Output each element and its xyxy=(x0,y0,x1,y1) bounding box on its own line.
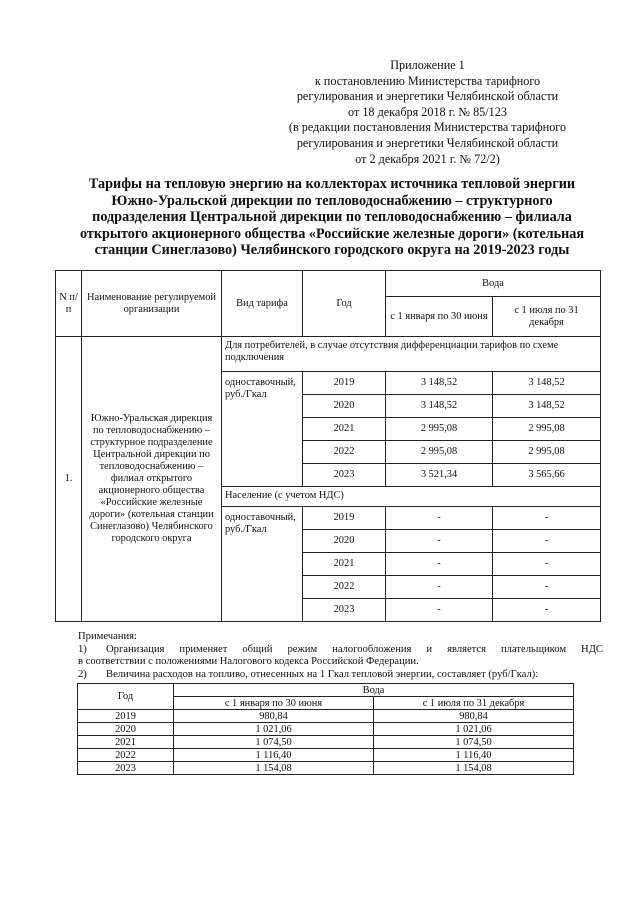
fuel-value-cell: 1 154,08 xyxy=(174,762,374,775)
fuel-header-period-2: с 1 июля по 31 декабря xyxy=(374,697,574,710)
appendix-line: (в редакции постановления Министерства тарифного xyxy=(288,120,567,135)
note-1-number: 1) xyxy=(78,643,87,655)
appendix-line: к постановлению Министерства тарифного xyxy=(314,73,541,88)
appendix-line: Приложение 1 xyxy=(390,58,465,72)
appendix-line: от 2 декабря 2021 г. № 72/2) xyxy=(355,151,500,166)
title-line: открытого акционерного общества «Российские железные дороги» (котельная xyxy=(79,225,585,242)
appendix-line: от 18 декабря 2018 г. № 85/123 xyxy=(348,104,507,119)
fuel-value-cell: 1 116,40 xyxy=(174,749,374,762)
notes-section xyxy=(78,631,603,681)
table-row xyxy=(78,749,574,762)
value-cell: - xyxy=(493,553,601,576)
value-cell: - xyxy=(386,576,493,599)
organization-name: Южно-Уральская дирекция по тепловодоснабжению – структурное подразделение Центральной дирекции по тепловодоснабжению – филиал открытого акционерного общества «Российские железные дороги» (котельная станции Синеглазово) Челябинского городского округа xyxy=(82,337,222,622)
header-period-2: с 1 июля по 31 декабря xyxy=(493,297,601,337)
row-number: 1. xyxy=(56,337,82,622)
fuel-year-cell: 2020 xyxy=(78,723,174,736)
document-title xyxy=(62,176,602,259)
year-cell: 2022 xyxy=(303,576,386,599)
title-line: Тарифы на тепловую энергию на коллекторах источника тепловой энергии xyxy=(88,176,576,192)
header-organization: Наименование регулируемой организации xyxy=(82,271,222,337)
tariff-type-cell: одноставочный, руб./Гкал xyxy=(222,372,303,487)
note-2-number: 2) xyxy=(78,668,87,680)
tariff-type-cell: одноставочный, руб./Гкал xyxy=(222,507,303,622)
value-cell: - xyxy=(386,553,493,576)
fuel-header-year: Год xyxy=(78,684,174,710)
fuel-value-cell: 1 116,40 xyxy=(374,749,574,762)
fuel-value-cell: 1 074,50 xyxy=(374,736,574,749)
fuel-cost-table xyxy=(77,683,574,775)
value-cell: - xyxy=(493,576,601,599)
title-line: подразделения Центральной дирекции по тепловодоснабжению – филиала xyxy=(92,209,572,226)
header-period-1: с 1 января по 30 июня xyxy=(386,297,493,337)
note-1-line-1: Организация применяет общий режим налогообложения и является плательщиком НДС xyxy=(106,643,603,655)
table-row xyxy=(78,710,574,723)
appendix-line: регулирования и энергетики Челябинской области xyxy=(296,89,559,104)
appendix-line: регулирования и энергетики Челябинской области xyxy=(296,135,559,150)
header-water: Вода xyxy=(386,271,601,297)
year-cell: 2021 xyxy=(303,553,386,576)
note-1 xyxy=(78,644,603,657)
year-cell: 2019 xyxy=(303,507,386,530)
year-cell: 2023 xyxy=(303,464,386,487)
fuel-value-cell: 1 074,50 xyxy=(174,736,374,749)
title-line: станции Синеглазово) Челябинского городского округа на 2019-2023 годы xyxy=(94,242,570,259)
table-row xyxy=(78,736,574,749)
appendix-header xyxy=(250,58,605,167)
year-cell: 2019 xyxy=(303,372,386,395)
table-row xyxy=(78,723,574,736)
note-2-text: Величина расходов на топливо, отнесенных на 1 Гкал тепловой энергии, составляет (руб/Гкал): xyxy=(106,668,539,680)
value-cell: - xyxy=(386,599,493,622)
note-2 xyxy=(78,669,603,682)
year-cell: 2023 xyxy=(303,599,386,622)
value-cell: 3 148,52 xyxy=(493,395,601,418)
fuel-year-cell: 2019 xyxy=(78,710,174,723)
fuel-value-cell: 980,84 xyxy=(374,710,574,723)
fuel-year-cell: 2022 xyxy=(78,749,174,762)
fuel-header-period-1: с 1 января по 30 июня xyxy=(174,697,374,710)
notes-heading: Примечания: xyxy=(78,631,137,642)
value-cell: 3 148,52 xyxy=(493,372,601,395)
title-line: Южно-Уральской дирекции по тепловодоснабжению – структурного xyxy=(111,192,553,209)
value-cell: - xyxy=(386,507,493,530)
value-cell: - xyxy=(386,530,493,553)
fuel-header-water: Вода xyxy=(174,684,574,697)
value-cell: 2 995,08 xyxy=(493,441,601,464)
fuel-value-cell: 1 021,06 xyxy=(374,723,574,736)
value-cell: 3 148,52 xyxy=(386,372,493,395)
table-row xyxy=(78,762,574,775)
year-cell: 2021 xyxy=(303,418,386,441)
value-cell: 2 995,08 xyxy=(386,418,493,441)
fuel-year-cell: 2021 xyxy=(78,736,174,749)
value-cell: 2 995,08 xyxy=(493,418,601,441)
header-num: N п/п xyxy=(56,271,82,337)
value-cell: - xyxy=(493,507,601,530)
value-cell: - xyxy=(493,599,601,622)
value-cell: 2 995,08 xyxy=(386,441,493,464)
note-1-line-2: в соответствии с положениями Налогового кодекса Российской Федерации. xyxy=(78,656,419,668)
year-cell: 2022 xyxy=(303,441,386,464)
year-cell: 2020 xyxy=(303,530,386,553)
value-cell: 3 565,66 xyxy=(493,464,601,487)
header-year: Год xyxy=(303,271,386,337)
fuel-year-cell: 2023 xyxy=(78,762,174,775)
fuel-value-cell: 1 021,06 xyxy=(174,723,374,736)
group-title-consumers: Для потребителей, в случае отсутствия дифференциации тарифов по схеме подключения xyxy=(222,337,601,372)
value-cell: - xyxy=(493,530,601,553)
value-cell: 3 521,34 xyxy=(386,464,493,487)
group-title-population: Население (с учетом НДС) xyxy=(222,487,601,507)
tariff-table xyxy=(55,270,601,622)
fuel-value-cell: 980,84 xyxy=(174,710,374,723)
header-tariff-type: Вид тарифа xyxy=(222,271,303,337)
year-cell: 2020 xyxy=(303,395,386,418)
fuel-value-cell: 1 154,08 xyxy=(374,762,574,775)
value-cell: 3 148,52 xyxy=(386,395,493,418)
